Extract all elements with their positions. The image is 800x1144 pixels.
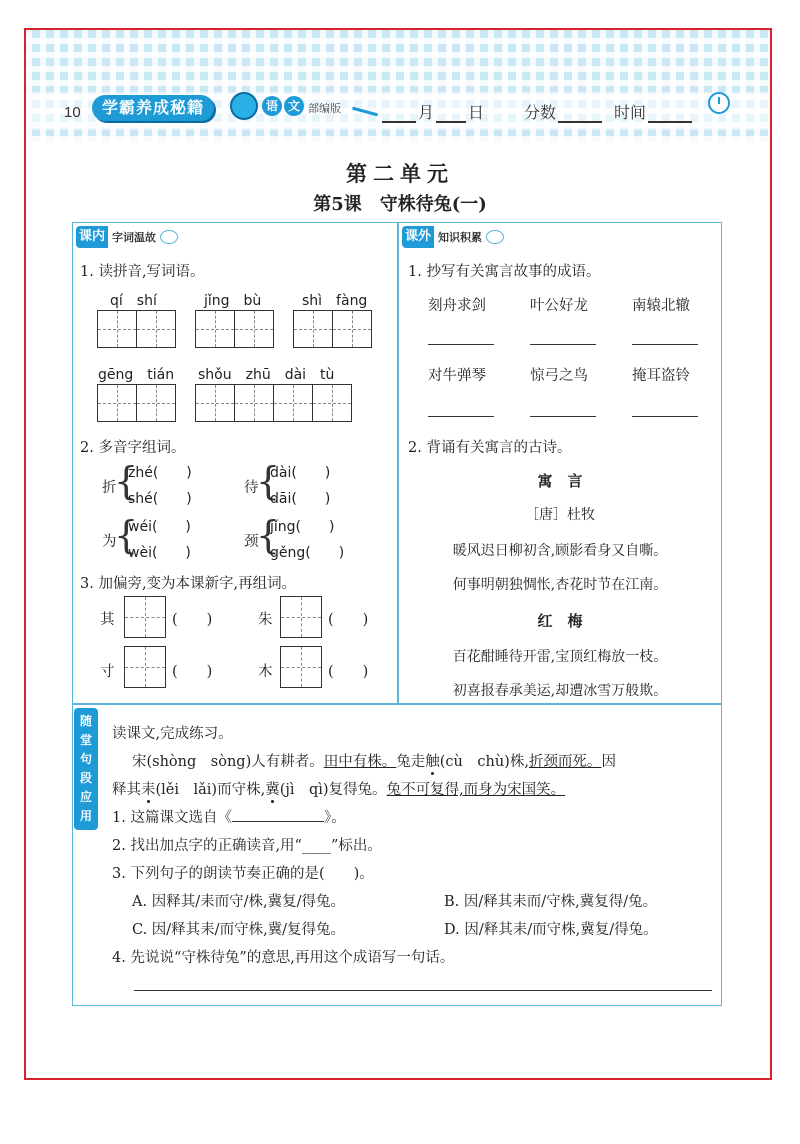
time-blank[interactable]	[648, 105, 692, 123]
reading[interactable]: dāi( )	[270, 491, 331, 507]
poem-line: 暖风迟日柳初含,顾影看身又自嘶。	[452, 543, 668, 559]
answer-line[interactable]	[530, 344, 596, 345]
reading[interactable]: dài( )	[270, 465, 331, 481]
score-label: 分数	[524, 103, 557, 122]
poem-line: 百花酣睡待开雷,宝顶红梅放一枝。	[452, 649, 668, 665]
bq2: 2. 找出加点字的正确读音,用“____”标出。	[112, 838, 382, 854]
answer-line[interactable]	[428, 344, 494, 345]
pinyin: shǒu zhū dài tù	[198, 367, 335, 383]
answer-paren[interactable]: ( )	[172, 664, 213, 680]
brace: {	[114, 513, 139, 557]
poem-line: 初喜报春承美运,却遭冰雪万般欺。	[452, 683, 668, 699]
answer-line[interactable]	[428, 416, 494, 417]
r-q1-title: 1. 抄写有关寓言故事的成语。	[408, 264, 601, 280]
base-char: 其	[100, 612, 115, 628]
idiom: 南辕北辙	[632, 298, 690, 314]
writing-grid[interactable]	[98, 384, 176, 422]
idiom: 惊弓之鸟	[530, 368, 588, 384]
reading[interactable]: wéi( )	[128, 519, 191, 535]
answer-line[interactable]	[530, 416, 596, 417]
reading[interactable]: zhé( )	[128, 465, 192, 481]
answer-line[interactable]	[632, 344, 698, 345]
q3-title: 3. 加偏旁,变为本课新字,再组词。	[80, 576, 297, 592]
r-q2-title: 2. 背诵有关寓言的古诗。	[408, 440, 572, 456]
poem-author: ［唐］杜牧	[525, 507, 595, 523]
q2-title: 2. 多音字组词。	[80, 440, 186, 456]
date-fields	[380, 100, 694, 123]
option-a[interactable]: A. 因释其/耒而守/株,冀复/得兔。	[132, 894, 345, 910]
poly-char: 折	[102, 480, 117, 496]
reading[interactable]: shé( )	[128, 491, 192, 507]
passage-line-2: 释其耒(lěi lǎi)而守株,冀(jì qì)复得兔。兔不可复得,而身为宋国笑。	[112, 782, 566, 798]
unit-title: 第二单元	[346, 161, 454, 186]
bubble-icon	[160, 230, 178, 244]
poly-char: 待	[244, 480, 259, 496]
lesson-title: 第5课 守株待兔(一)	[313, 194, 487, 215]
pinyin: jǐng bù	[204, 293, 262, 309]
pinyin: qí shí	[110, 293, 157, 309]
bq1: 1. 这篇课文选自《 》。	[112, 810, 346, 826]
tag-sub: 字词温故	[112, 231, 157, 244]
month-label: 月	[418, 103, 435, 122]
answer-line[interactable]	[134, 990, 712, 991]
char-box[interactable]	[280, 596, 322, 638]
pinyin: gēng tián	[98, 367, 175, 383]
score-blank[interactable]	[558, 105, 602, 123]
reading[interactable]: gěng( )	[270, 545, 345, 561]
answer-paren[interactable]: ( )	[172, 612, 213, 628]
month-blank[interactable]	[382, 105, 416, 123]
reading-intro: 读课文,完成练习。	[112, 726, 233, 742]
reading[interactable]: wèi( )	[128, 545, 191, 561]
poly-char: 颈	[244, 534, 259, 550]
writing-grid[interactable]	[196, 384, 352, 422]
base-char: 木	[258, 664, 273, 680]
base-char: 朱	[258, 612, 273, 628]
char-box[interactable]	[124, 646, 166, 688]
option-b[interactable]: B. 因/释其耒而/守株,冀复得/兔。	[444, 894, 658, 910]
idiom: 掩耳盗铃	[632, 368, 690, 384]
brand-logo: 学霸养成秘籍	[92, 95, 214, 121]
page-number: 10	[64, 104, 81, 121]
writing-grid[interactable]	[294, 310, 372, 348]
writing-grid[interactable]	[196, 310, 274, 348]
clock-icon	[708, 92, 730, 114]
answer-line[interactable]	[632, 416, 698, 417]
bottom-panel-tag: 随 堂 句 段 应 用	[74, 708, 98, 830]
source-blank[interactable]	[232, 821, 324, 822]
mascot-icon	[230, 92, 258, 120]
brace: {	[256, 459, 281, 503]
option-d[interactable]: D. 因/释其耒/而守株,冀复/得兔。	[444, 922, 658, 938]
brace: {	[256, 513, 281, 557]
option-c[interactable]: C. 因/释其耒/而守株,冀/复得兔。	[132, 922, 346, 938]
bq4: 4. 先说说“守株待兔”的意思,再用这个成语写一句话。	[112, 950, 455, 966]
q1-title: 1. 读拼音,写词语。	[80, 264, 205, 280]
right-panel-tag	[402, 226, 504, 248]
poem-line: 何事明朝独惆怅,杏花时节在江南。	[452, 577, 668, 593]
poem-title: 寓 言	[537, 472, 583, 490]
pinyin: shì fàng	[302, 293, 368, 309]
passage-line-1: 宋(shòng sòng)人有耕者。田中有株。兔走触(cù chù)株,折颈而死。因	[132, 754, 616, 770]
day-label: 日	[468, 103, 485, 122]
brace: {	[114, 459, 139, 503]
tag-main: 课外	[402, 226, 434, 248]
subject-char: 文	[284, 96, 304, 116]
bubble-icon	[486, 230, 504, 244]
edition-label: 部编版	[308, 102, 341, 115]
subject-badge	[262, 96, 304, 116]
answer-paren[interactable]: ( )	[328, 664, 369, 680]
answer-paren[interactable]: ( )	[328, 612, 369, 628]
tag-main: 课内	[76, 226, 108, 248]
idiom: 对牛弹琴	[428, 368, 486, 384]
day-blank[interactable]	[436, 105, 466, 123]
writing-grid[interactable]	[98, 310, 176, 348]
poly-char: 为	[102, 534, 117, 550]
subject-char: 语	[262, 96, 282, 116]
base-char: 寸	[100, 664, 115, 680]
bq3: 3. 下列句子的朗读节奏正确的是( )。	[112, 866, 374, 882]
idiom: 叶公好龙	[530, 298, 588, 314]
poem-title: 红 梅	[537, 612, 583, 630]
char-box[interactable]	[280, 646, 322, 688]
idiom: 刻舟求剑	[428, 298, 486, 314]
time-label: 时间	[614, 103, 647, 122]
left-panel-tag	[76, 226, 178, 248]
reading[interactable]: jǐng( )	[270, 519, 335, 535]
tag-sub: 知识积累	[438, 231, 483, 244]
char-box[interactable]	[124, 596, 166, 638]
